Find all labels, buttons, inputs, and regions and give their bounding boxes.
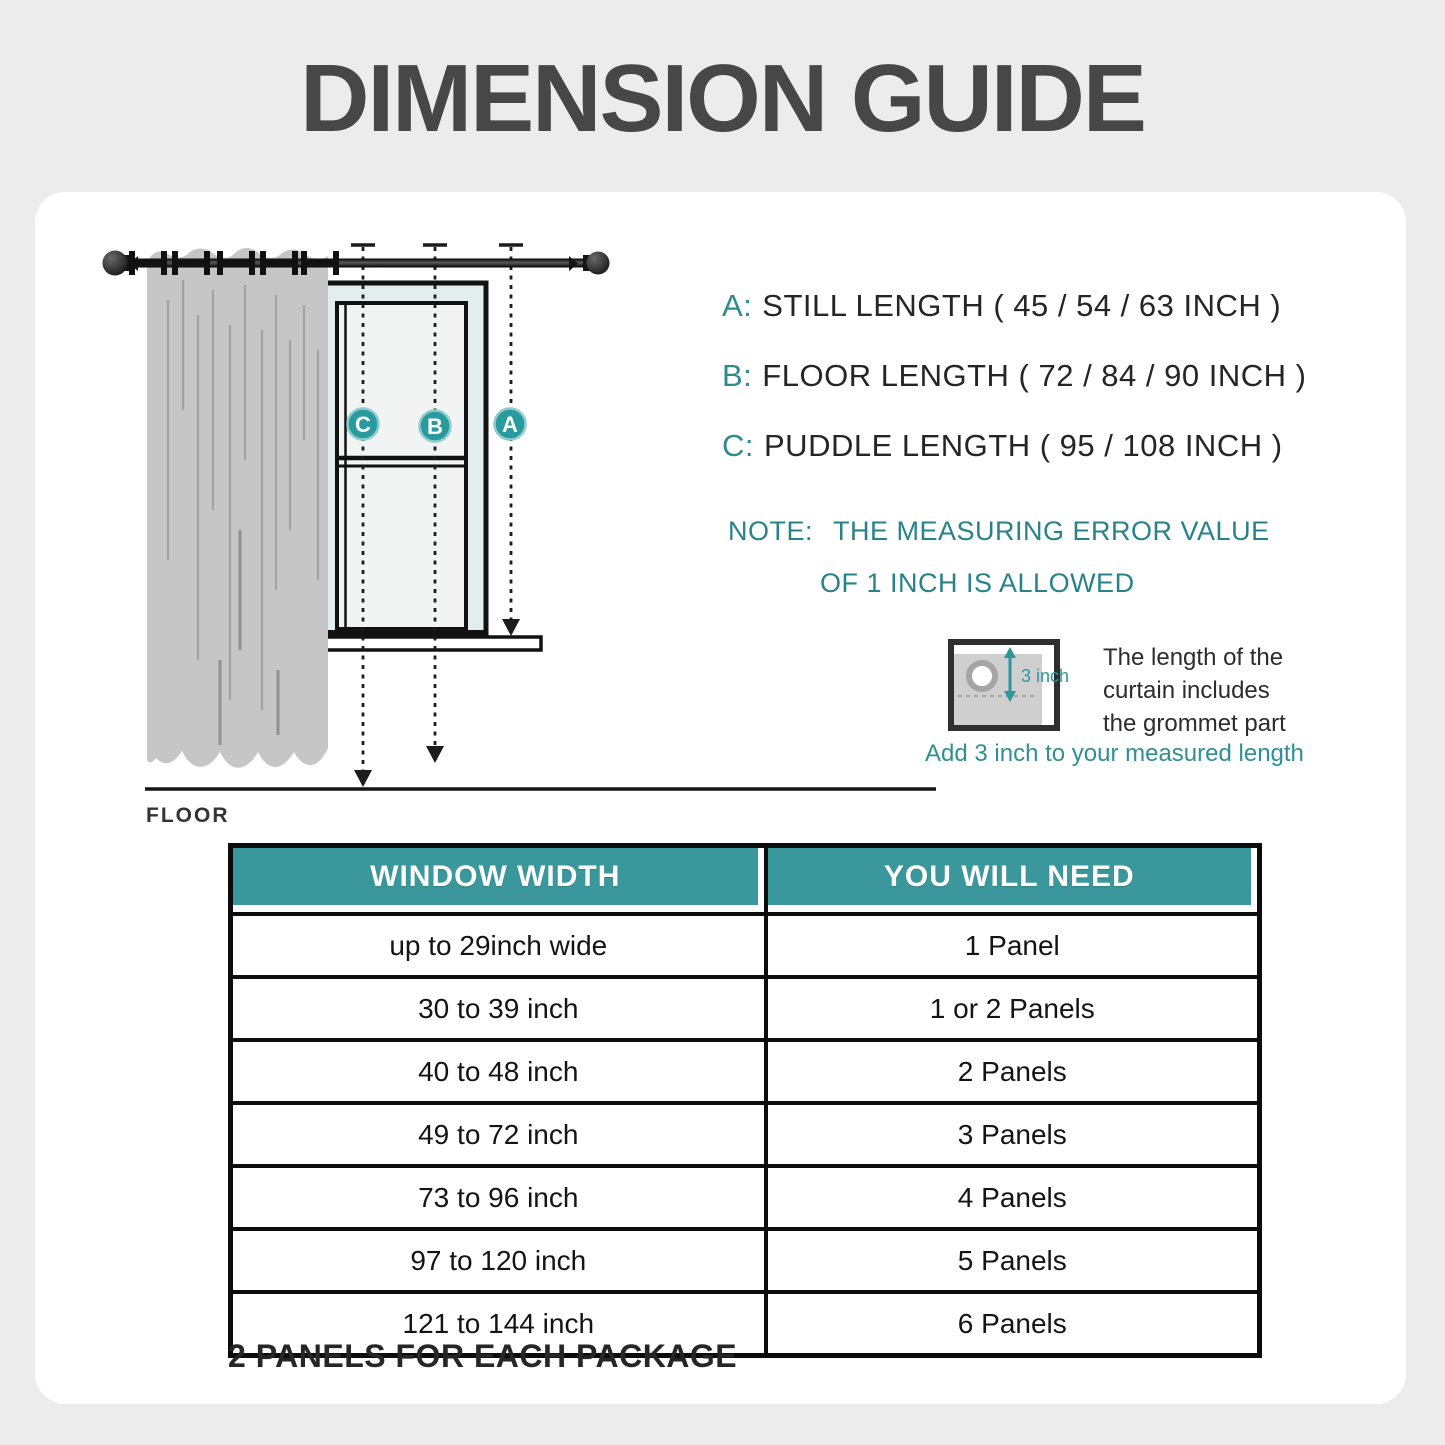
- panels-needed-cell: 4 Panels: [766, 1166, 1260, 1229]
- rod-finial-right: [587, 252, 610, 275]
- page-title: DIMENSION GUIDE: [300, 45, 1145, 152]
- table-header-row: [231, 846, 1260, 915]
- grommet-desc-line3: the grommet part: [1103, 710, 1286, 737]
- legend-a-text: STILL LENGTH ( 45 / 54 / 63 INCH ): [762, 288, 1282, 323]
- table-row: [231, 914, 1260, 977]
- window-sill: [322, 637, 541, 650]
- marker-b-badge: [420, 411, 451, 442]
- window-width-cell: up to 29inch wide: [231, 914, 766, 977]
- grommet-measure-label: 3 inch: [1021, 666, 1070, 686]
- header-window-width-label: WINDOW WIDTH: [370, 859, 621, 893]
- legend-puddle-length: [722, 428, 1306, 498]
- grommet-desc-line2: curtain includes: [1103, 677, 1270, 704]
- table-row: [231, 1103, 1260, 1166]
- legend-c-prefix: C:: [722, 428, 754, 463]
- grommet-detail-diagram: [945, 636, 1110, 736]
- table-row: [231, 977, 1260, 1040]
- package-note: 2 PANELS FOR EACH PACKAGE: [228, 1338, 738, 1374]
- panel-sizing-table: [228, 843, 1262, 1358]
- window-width-cell: 121 to 144 inch: [231, 1292, 766, 1356]
- note-label: NOTE:: [728, 516, 814, 546]
- legend-floor-length: [722, 358, 1306, 428]
- legend-a-prefix: A:: [722, 288, 753, 323]
- panels-needed-cell: 5 Panels: [766, 1229, 1260, 1292]
- marker-b-letter: B: [427, 414, 443, 439]
- grommet-tip: Add 3 inch to your measured length: [925, 740, 1304, 767]
- floor-label: FLOOR: [146, 804, 230, 827]
- window-width-cell: 40 to 48 inch: [231, 1040, 766, 1103]
- table-row: [231, 1040, 1260, 1103]
- curtain-panel: [147, 248, 328, 768]
- marker-c-letter: C: [355, 412, 371, 437]
- window: [322, 283, 541, 650]
- panels-needed-cell: 2 Panels: [766, 1040, 1260, 1103]
- table-row: [231, 1229, 1260, 1292]
- header-you-will-need-label: YOU WILL NEED: [883, 859, 1135, 893]
- measurement-legend: [722, 288, 1306, 498]
- note-text-line1: THE MEASURING ERROR VALUE: [833, 516, 1270, 546]
- panels-needed-cell: 6 Panels: [766, 1292, 1260, 1356]
- legend-b-prefix: B:: [722, 358, 753, 393]
- grommet-ring-icon: [969, 663, 995, 689]
- note-text-line2: OF 1 INCH IS ALLOWED: [820, 568, 1135, 598]
- table-header-you-will-need: [766, 846, 1260, 915]
- panels-needed-cell: 1 or 2 Panels: [766, 977, 1260, 1040]
- panels-needed-cell: 1 Panel: [766, 914, 1260, 977]
- legend-b-text: FLOOR LENGTH ( 72 / 84 / 90 INCH ): [762, 358, 1307, 393]
- legend-c-text: PUDDLE LENGTH ( 95 / 108 INCH ): [764, 428, 1283, 463]
- window-width-cell: 97 to 120 inch: [231, 1229, 766, 1292]
- measuring-note: [728, 516, 1270, 599]
- table-row: [231, 1166, 1260, 1229]
- rod-finial-left: [103, 251, 128, 276]
- marker-c-badge: [348, 409, 379, 440]
- window-width-cell: 49 to 72 inch: [231, 1103, 766, 1166]
- panels-needed-cell: 3 Panels: [766, 1103, 1260, 1166]
- window-width-cell: 73 to 96 inch: [231, 1166, 766, 1229]
- legend-still-length: [722, 288, 1306, 358]
- marker-a-letter: A: [502, 412, 518, 437]
- grommet-description: [1103, 641, 1343, 740]
- table-header-window-width: [231, 846, 766, 915]
- marker-a-badge: [495, 409, 526, 440]
- grommet-fabric: [954, 654, 1042, 725]
- grommet-desc-line1: The length of the: [1103, 644, 1284, 671]
- window-width-cell: 30 to 39 inch: [231, 977, 766, 1040]
